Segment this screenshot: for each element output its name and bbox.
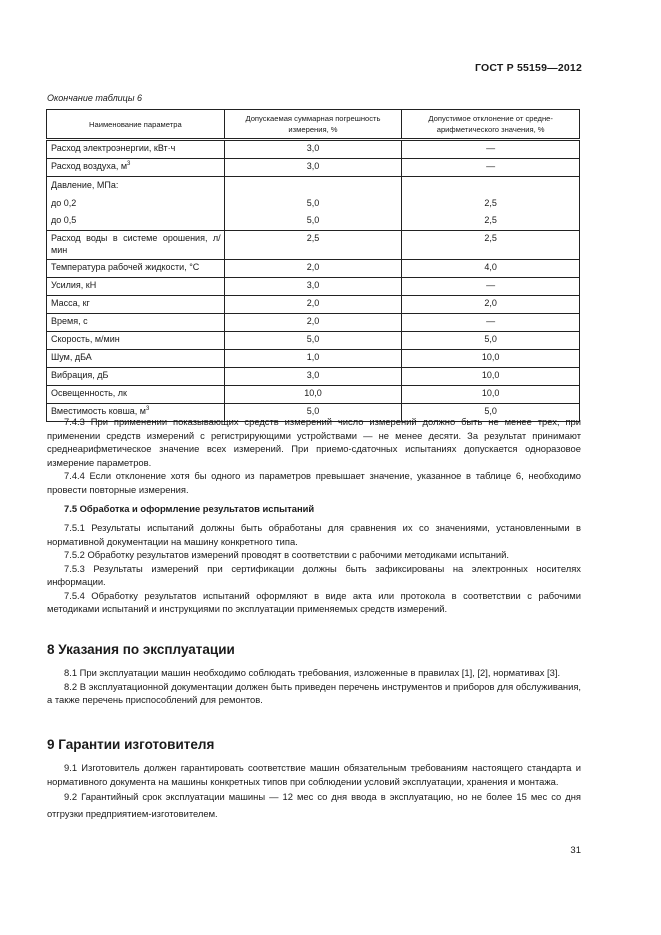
param-error: 2,5 [224,230,402,259]
param-error [224,177,402,231]
paragraph-7-5-1: 7.5.1 Результаты испытаний должны быть обработаны для сравнения их со значениями, установленными в нормативной документации на машину конкретного типа. [47,522,581,547]
column-header-parameter: Наименование параметра [47,110,225,140]
table-row [47,313,580,331]
table-header-row [47,110,580,140]
column-header-deviation: Допустимое отклонение от средне-арифметического значения, % [402,110,580,140]
param-error: 2,0 [224,295,402,313]
param-deviation: — [402,159,580,177]
section-9-text [47,761,581,822]
param-name: Расход воды в системе орошения, л/мин [47,230,225,259]
table-row [47,385,580,403]
section-8-text [47,666,581,707]
param-name [47,159,225,177]
table-row [47,140,580,159]
paragraph-7-5-4: 7.5.4 Обработку результатов испытаний оформляют в виде акта или протокола в соответствии с рабочими методиками испытаний и инструкциями по эксплуатации применяемых средств измерений. [47,589,581,614]
paragraph-8-1: 8.1 При эксплуатации машин необходимо соблюдать требования, изложенные в правилах [1], [2], нормативах [3]. [64,667,561,678]
table-row [47,259,580,277]
table-row [47,331,580,349]
param-name: Освещенность, лк [47,385,225,403]
paragraph-9-2: 9.2 Гарантийный срок эксплуатации машины — 12 мес со дня ввода в эксплуатацию, но не более 15 мес со дня отгрузки предприятием-изготовителем. [47,791,581,819]
param-group-title: Давление, МПа: [51,180,119,190]
section-8-heading: 8 Указания по эксплуатации [47,642,235,657]
table-row [47,349,580,367]
section-7-5-text [47,521,581,616]
page-number: 31 [570,845,581,856]
param-name-text: Вместимость ковша, м [51,405,146,416]
table-row [47,277,580,295]
table-row [47,295,580,313]
param-name: Вибрация, дБ [47,367,225,385]
param-name: Температура рабочей жидкости, °С [47,259,225,277]
param-error: 5,0 [224,331,402,349]
param-deviation: 10,0 [402,367,580,385]
paragraph-7-4-3: 7.4.3 При применении показывающих средств измерений число измерений должно быть не менее трех, при применении средств измерений с регистрирующими устройствами — не менее десяти. За результат принимают среднеарифметическое значение всех измерений. При приемо-сдаточных испытаниях допускается одноразовое измерение параметров. [47,416,581,468]
param-error: 1,0 [224,349,402,367]
param-deviation: — [402,140,580,159]
paragraph-8-2: 8.2 В эксплуатационной документации должен быть приведен перечень инструментов и приборов для обслуживания, а также перечень приспособлений для ремонтов. [47,680,581,705]
column-header-error: Допускаемая суммарная погрешность измерения, % [224,110,402,140]
param-deviation: — [402,277,580,295]
param-error: 3,0 [224,367,402,385]
param-deviation: 5,0 [402,403,580,421]
param-deviation: 5,0 [402,331,580,349]
param-name-superscript: 3 [146,405,150,412]
param-name: Шум, дБА [47,349,225,367]
section-7-4-text [47,415,581,496]
param-deviation [402,177,580,231]
table-row [47,230,580,259]
param-sub-value: 2,5 [484,215,497,225]
param-error: 10,0 [224,385,402,403]
section-9-heading: 9 Гарантии изготовителя [47,737,215,752]
paragraph-7-5-2: 7.5.2 Обработку результатов измерений проводят в соответствии с рабочими методиками испытаний. [64,549,509,560]
param-sub-value: 5,0 [306,197,320,208]
table-caption: Окончание таблицы 6 [47,93,142,103]
param-error: 2,0 [224,259,402,277]
param-sub-item: до 0,2 [51,197,77,208]
param-deviation: 2,0 [402,295,580,313]
param-name: Расход электроэнергии, кВт·ч [47,140,225,159]
param-name: Скорость, м/мин [47,331,225,349]
table-row [47,367,580,385]
param-error: 5,0 [224,403,402,421]
param-deviation: 4,0 [402,259,580,277]
param-deviation: — [402,313,580,331]
paragraph-7-4-4: 7.4.4 Если отклонение хотя бы одного из параметров превышает значение, указанное в таблице 6, необходимо провести повторные измерения. [47,470,581,495]
param-sub-item: до 0,5 [51,215,77,225]
param-deviation: 2,5 [402,230,580,259]
param-sub-value: 5,0 [306,215,320,225]
standard-header: ГОСТ Р 55159—2012 [474,62,582,74]
param-error: 3,0 [224,159,402,177]
parameters-table [46,109,580,422]
param-name: Время, с [47,313,225,331]
paragraph-9-1: 9.1 Изготовитель должен гарантировать соответствие машин обязательным требованиям настоящего стандарта и нормативного документа на машины конкретных типов при соблюдении условий эксплуатации, хранения и монтажа. [47,762,581,787]
paragraph-7-5-3: 7.5.3 Результаты измерений при сертификации должны быть зафиксированы на электронных носителях информации. [47,562,581,587]
table-row [47,177,580,231]
param-deviation: 10,0 [402,349,580,367]
param-sub-value: 2,5 [484,197,497,208]
param-name [47,177,225,231]
param-name: Масса, кг [47,295,225,313]
param-name-text: Расход воздуха, м [51,161,128,171]
param-error: 3,0 [224,140,402,159]
param-error: 2,0 [224,313,402,331]
param-error: 3,0 [224,277,402,295]
param-deviation: 10,0 [402,385,580,403]
subsection-7-5-heading: 7.5 Обработка и оформление результатов испытаний [64,503,315,514]
param-name: Усилия, кН [47,277,225,295]
param-name-superscript: 3 [127,161,131,167]
table-row [47,159,580,177]
